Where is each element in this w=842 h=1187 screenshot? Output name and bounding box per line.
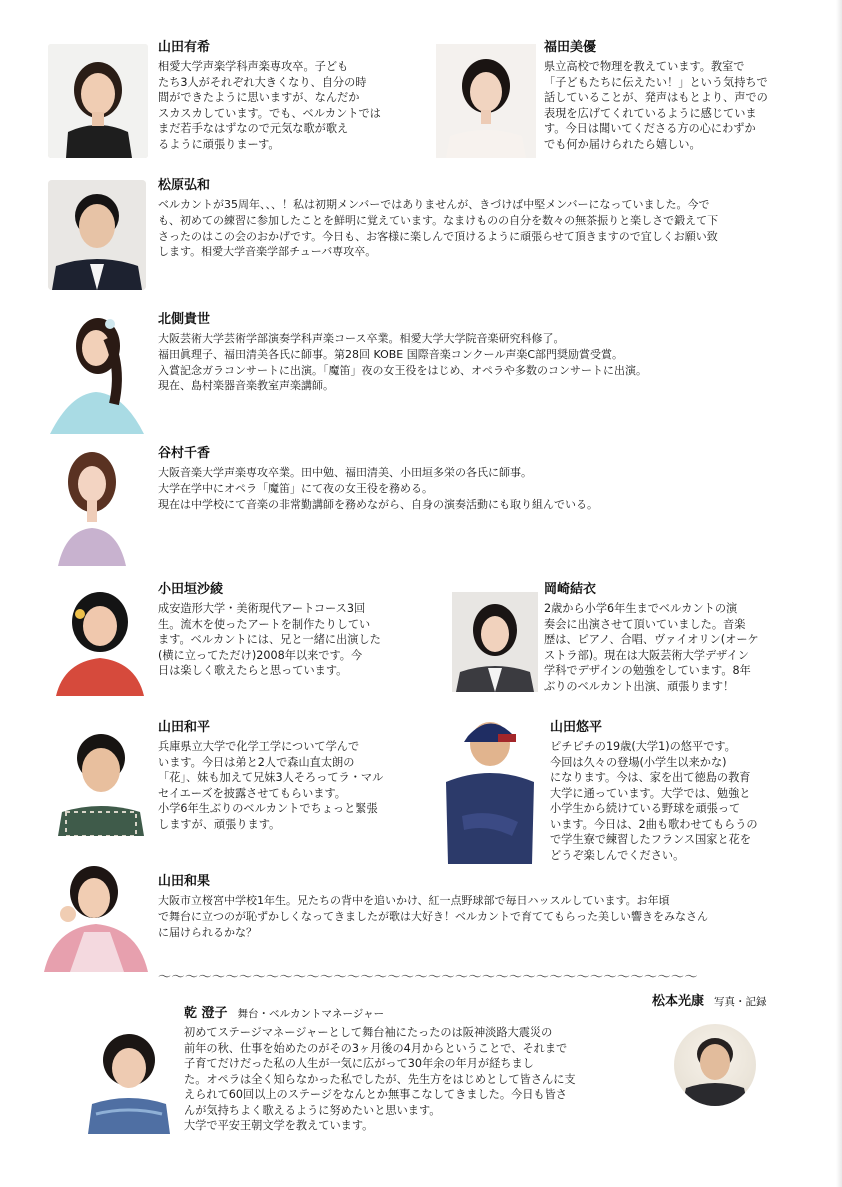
portrait-yamada-wahei — [56, 724, 146, 836]
profile-bio: 大阪音楽大学声楽専攻卒業。田中勉、福田清美、小田垣多栄の各氏に師事。 大学在学中にオペラ「魔笛」にて夜の女王役を務める。 現在は中学校にて音楽の非常勤講師を務めながら、自身の演奏活動にも取り組んでいる。 — [158, 466, 598, 511]
profile-name: 福田美優 — [544, 40, 597, 55]
profile-bio: 兵庫県立大学で化学工学について学んで います。今日は弟と2人で森山直太朗の 「花」、妹も加えて兄妹3人そろってラ・マル セイエーズを披露させてもらいます。 小学6年生ぶりのベルカントでちょっと緊張 しますが、頑張ります。 — [158, 740, 384, 831]
portrait-tanimura-chika — [44, 446, 140, 566]
portrait-yamada-waka — [40, 858, 152, 972]
person-icon — [48, 180, 146, 290]
portrait-odagaki-saya — [50, 584, 150, 696]
profile-name: 岡崎結衣 — [544, 582, 597, 597]
person-icon — [436, 44, 536, 158]
portrait-okazaki-yui — [452, 592, 538, 692]
staff-name: 乾 澄子 — [184, 1006, 228, 1021]
profile-name: 谷村千香 — [158, 446, 211, 461]
staff-bio: 初めてステージマネージャーとして舞台袖にたったのは阪神淡路大震災の 前年の秋、仕事を始めたのがその3ヶ月後の4月からということで、それまで 子育てだけだった私の人生が一気に広がって30年余の年月が経ちまし た。オペラは全く知らなかった私でしたが、先生方をはじめとして皆さんに支 えられて60回以上のステージをなんとか無事こなしてきました。今日も皆さ んが気持ちよく歌えるように努めたいと思います。 大学で平安王朝文学を教えています。 — [184, 1026, 576, 1132]
profile-bio: 成安造形大学・美術現代アートコース3回 生。流木を使ったアートを制作たりしてい ます。ベルカントには、兄と一緒に出演した (横に立ってただけ)2008年以来です。今 日は楽しく歌えたらと思っています。 — [158, 602, 381, 677]
staff-role: 舞台・ベルカントマネージャー — [237, 1008, 385, 1020]
portrait-yamada-yuhei — [442, 712, 538, 864]
profile-bio: ピチピチの19歳(大学1)の悠平です。 今回は久々の登場(小学生以来かな) になります。今は、家を出て徳島の教育 大学に通っています。大学では、勉強と 小学生から続けている野球を頑張って います。今日は、2曲も歌わせてもらうの で学生寮で練習したフランス国家と花を どうぞ楽しんでください。 — [550, 740, 758, 862]
profile-bio: 大阪市立桜宮中学校1年生。兄たちの背中を追いかけ、紅一点野球部で毎日ハッスルしています。お年頃 で舞台に立つのが恥ずかしくなってきましたが歌は大好き！ベルカントで育ててもらった美しい響きをみなさん に届けられるかな？ — [158, 894, 708, 939]
person-icon — [86, 1022, 172, 1134]
person-icon — [452, 592, 538, 692]
staff-role: 写真・記録 — [714, 996, 767, 1008]
profile-name: 北側貴世 — [158, 312, 211, 327]
profile-name: 小田垣沙綾 — [158, 582, 224, 597]
person-icon — [50, 584, 150, 696]
portrait-matsumoto-mitsuyasu — [674, 1024, 756, 1106]
person-icon — [44, 446, 140, 566]
profile-name: 山田和平 — [158, 720, 211, 735]
person-icon — [56, 724, 146, 836]
person-icon — [674, 1024, 756, 1106]
person-icon — [40, 308, 152, 434]
portrait-kitagawa-kiyo — [40, 308, 152, 434]
portrait-yamada-yuki — [48, 44, 148, 158]
profile-name: 山田有希 — [158, 40, 211, 55]
profile-bio: ベルカントが35周年、、、！私は初期メンバーではありませんが、きづけば中堅メンバーになっていました。今で も、初めての練習に参加したことを鮮明に覚えています。なまけものの自分を数々の無茶振りと楽しさで鍛えて下 さったのはこの会のおかげです。今日も、お客様に楽しんで頂けるように頑張らせて頂きますので宜しくお願い致 します。相愛大学音楽学部チューバ専攻卒。 — [158, 198, 719, 259]
profile-bio: 2歳から小学6年生までベルカントの演 奏会に出演させて頂いていました。音楽 歴は、ピアノ、合唱、ヴァイオリン(オーケ ストラ部)。現在は大阪芸術大学デザイン 学科でデザインの勉強をしています。8年 ぶりのベルカント出演、頑張ります！ — [544, 602, 759, 693]
profile-bio: 相愛大学声楽学科声楽専攻卒。子ども たち3人がそれぞれ大きくなり、自分の時 間ができたように思いますが、なんだか スカスカしています。でも、ベルカントでは まだ若手なはずなので元気な歌が歌え るように頑張りまーす。 — [158, 60, 381, 151]
profile-bio: 県立高校で物理を教えています。教室で 「子どもたちに伝えたい！」という気持ちで 話していることが、発声はもとより、声での 表現を広げてくれているように感じていま す。今日は聞いてくださる方の心にわずか でも何か届けられたら嬉しい。 — [544, 60, 768, 151]
portrait-inui-sumiko — [86, 1022, 172, 1134]
profile-bio: 大阪芸術大学芸術学部演奏学科声楽コース卒業。相愛大学大学院音楽研究科修了。 福田眞理子、福田清美各氏に師事。第28回 KOBE 国際音楽コンクール声楽C部門奨励賞受賞。 入賞記念ガラコンサートに出演。「魔笛」夜の女王役をはじめ、オペラや多数のコンサートに出演。 現在、島村楽器音楽教室声楽講師。 — [158, 332, 648, 393]
staff-name: 松本光康 — [652, 994, 705, 1009]
wave-divider: 〜〜〜〜〜〜〜〜〜〜〜〜〜〜〜〜〜〜〜〜〜〜〜〜〜〜〜〜〜〜〜〜〜〜〜〜〜〜〜〜 — [158, 970, 699, 985]
page-edge-shadow — [836, 0, 842, 1187]
person-icon — [48, 44, 148, 158]
person-icon — [40, 858, 152, 972]
profile-name: 松原弘和 — [158, 178, 211, 193]
person-icon — [442, 712, 538, 864]
portrait-matsubara-hirokazu — [48, 180, 146, 290]
profile-name: 山田和果 — [158, 874, 211, 889]
portrait-fukuda-miyu — [436, 44, 536, 158]
profile-name: 山田悠平 — [550, 720, 603, 735]
